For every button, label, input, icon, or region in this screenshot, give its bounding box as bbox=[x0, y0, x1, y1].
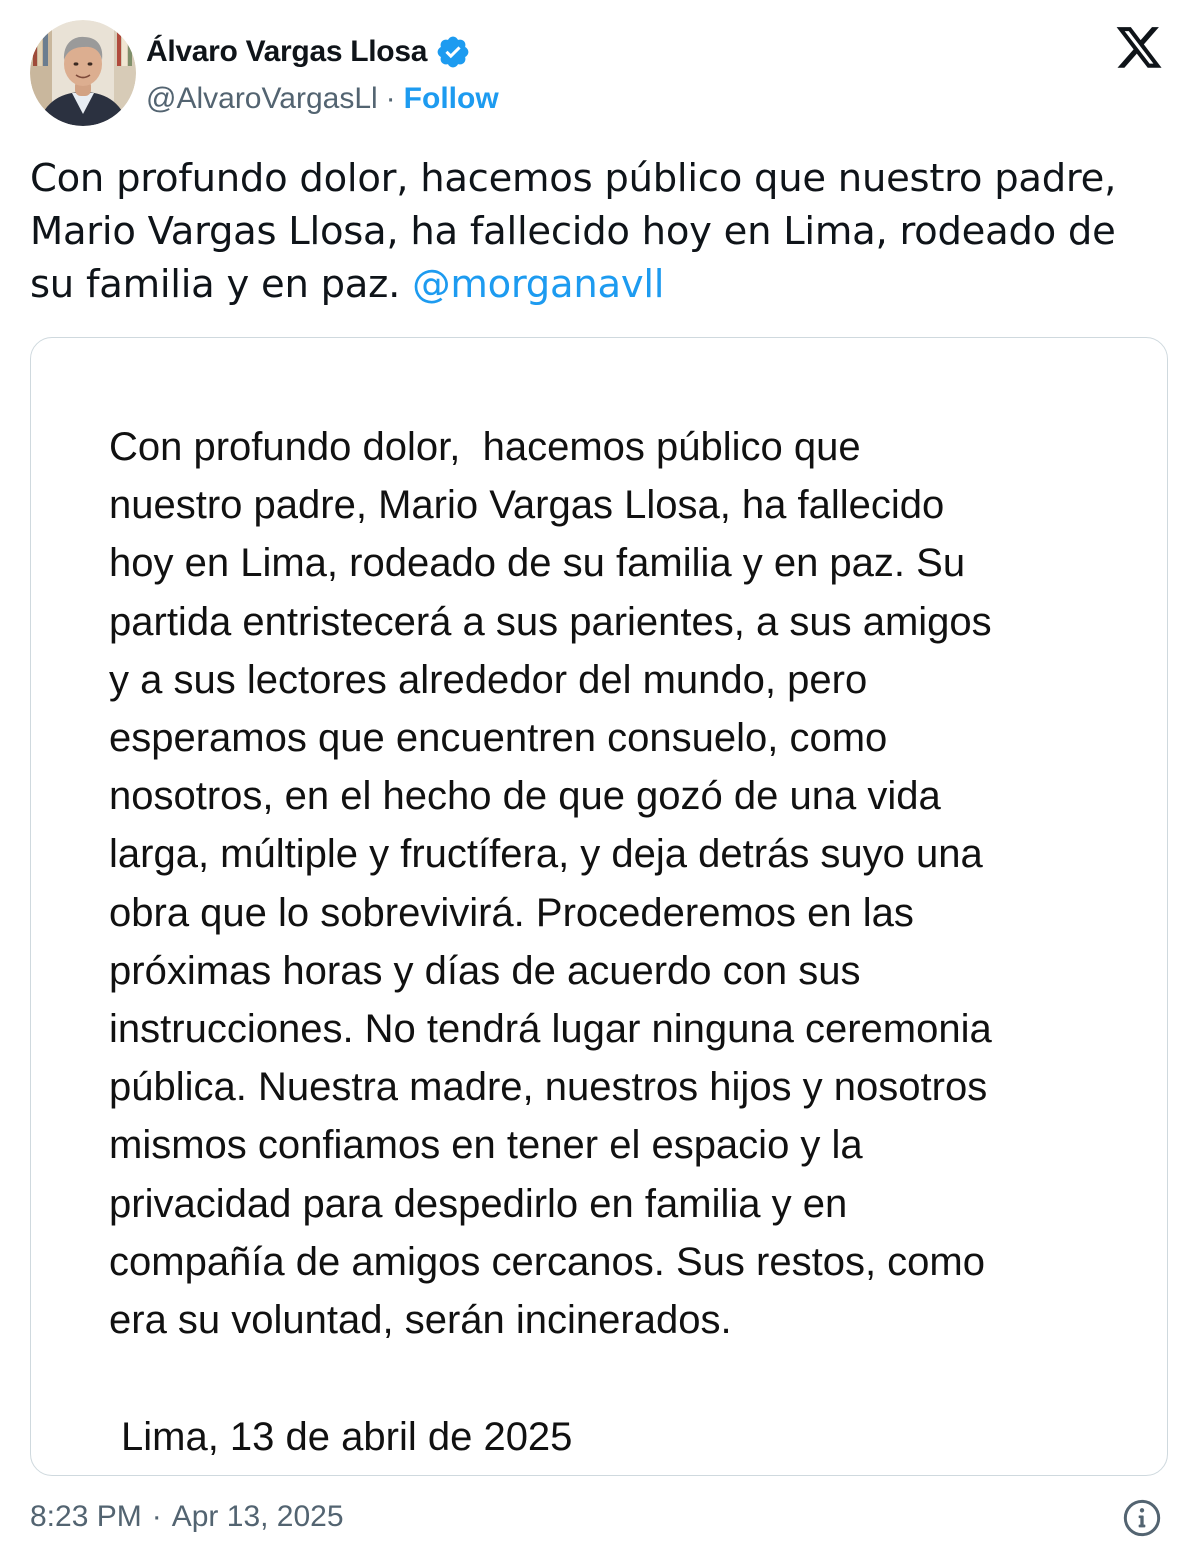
mention-link[interactable]: @morganavll bbox=[412, 262, 665, 307]
author-handle[interactable]: @AlvaroVargasLl bbox=[146, 82, 378, 115]
statement-line: nosotros, en el hecho de que gozó de una vida bbox=[109, 774, 941, 819]
verified-badge-icon[interactable] bbox=[435, 34, 471, 70]
statement-line: Con profundo dolor, hacemos público que bbox=[109, 425, 861, 469]
author-handle-row bbox=[146, 79, 499, 119]
statement-line: era su voluntad, serán incinerados. bbox=[109, 1298, 732, 1343]
tweet-text-line-with-mention bbox=[30, 258, 1170, 311]
profile-photo-icon bbox=[30, 20, 136, 126]
statement-line: próximas horas y días de acuerdo con sus bbox=[109, 948, 861, 993]
x-logo-icon bbox=[1114, 25, 1164, 71]
statement-line: partida entristecerá a sus parientes, a sus amigos bbox=[109, 599, 992, 644]
tweet-text-line: Con profundo dolor, hacemos público que nuestro padre, bbox=[30, 156, 1117, 201]
attached-image[interactable] bbox=[30, 337, 1168, 1476]
author-display-name[interactable]: Álvaro Vargas Llosa bbox=[146, 35, 428, 68]
statement-line: pública. Nuestra madre, nuestros hijos y nosotros bbox=[109, 1065, 988, 1110]
statement-line: mismos confiamos en tener el espacio y la bbox=[109, 1123, 863, 1168]
statement-line: esperamos que encuentren consuelo, como bbox=[109, 716, 888, 761]
timestamp-date[interactable]: Apr 13, 2025 bbox=[171, 1500, 344, 1533]
author-avatar[interactable] bbox=[30, 20, 136, 126]
x-logo-link[interactable] bbox=[1114, 25, 1164, 71]
statement-line: hoy en Lima, rodeado de su familia y en paz. Su bbox=[109, 541, 966, 586]
statement-line: larga, múltiple y fructífera, y deja detrás suyo una bbox=[109, 832, 983, 877]
info-icon bbox=[1122, 1498, 1162, 1538]
timestamp-separator: · bbox=[151, 1500, 162, 1533]
author-name-row bbox=[146, 30, 471, 74]
statement-line: instrucciones. No tendrá lugar ninguna ceremonia bbox=[109, 1007, 992, 1052]
tweet-text-line: su familia y en paz. bbox=[30, 262, 413, 307]
follow-button[interactable]: Follow bbox=[403, 82, 499, 115]
statement-text bbox=[109, 418, 1149, 1349]
handle-separator: · bbox=[385, 82, 396, 115]
tweet-text bbox=[30, 152, 1170, 311]
statement-line: y a sus lectores alrededor del mundo, pero bbox=[109, 657, 868, 702]
tweet-header bbox=[0, 0, 1200, 140]
tweet-footer bbox=[30, 1497, 344, 1537]
statement-signature: Lima, 13 de abril de 2025 bbox=[121, 1415, 573, 1459]
statement-line: nuestro padre, Mario Vargas Llosa, ha fallecido bbox=[109, 483, 945, 528]
statement-line: obra que lo sobrevivirá. Procederemos en las bbox=[109, 890, 914, 935]
statement-line: compañía de amigos cercanos. Sus restos, como bbox=[109, 1239, 985, 1284]
tweet-text-line: Mario Vargas Llosa, ha fallecido hoy en Lima, rodeado de bbox=[30, 209, 1116, 254]
timestamp-time[interactable]: 8:23 PM bbox=[30, 1500, 142, 1533]
statement-line: privacidad para despedirlo en familia y en bbox=[109, 1181, 848, 1226]
info-button[interactable] bbox=[1122, 1498, 1162, 1538]
